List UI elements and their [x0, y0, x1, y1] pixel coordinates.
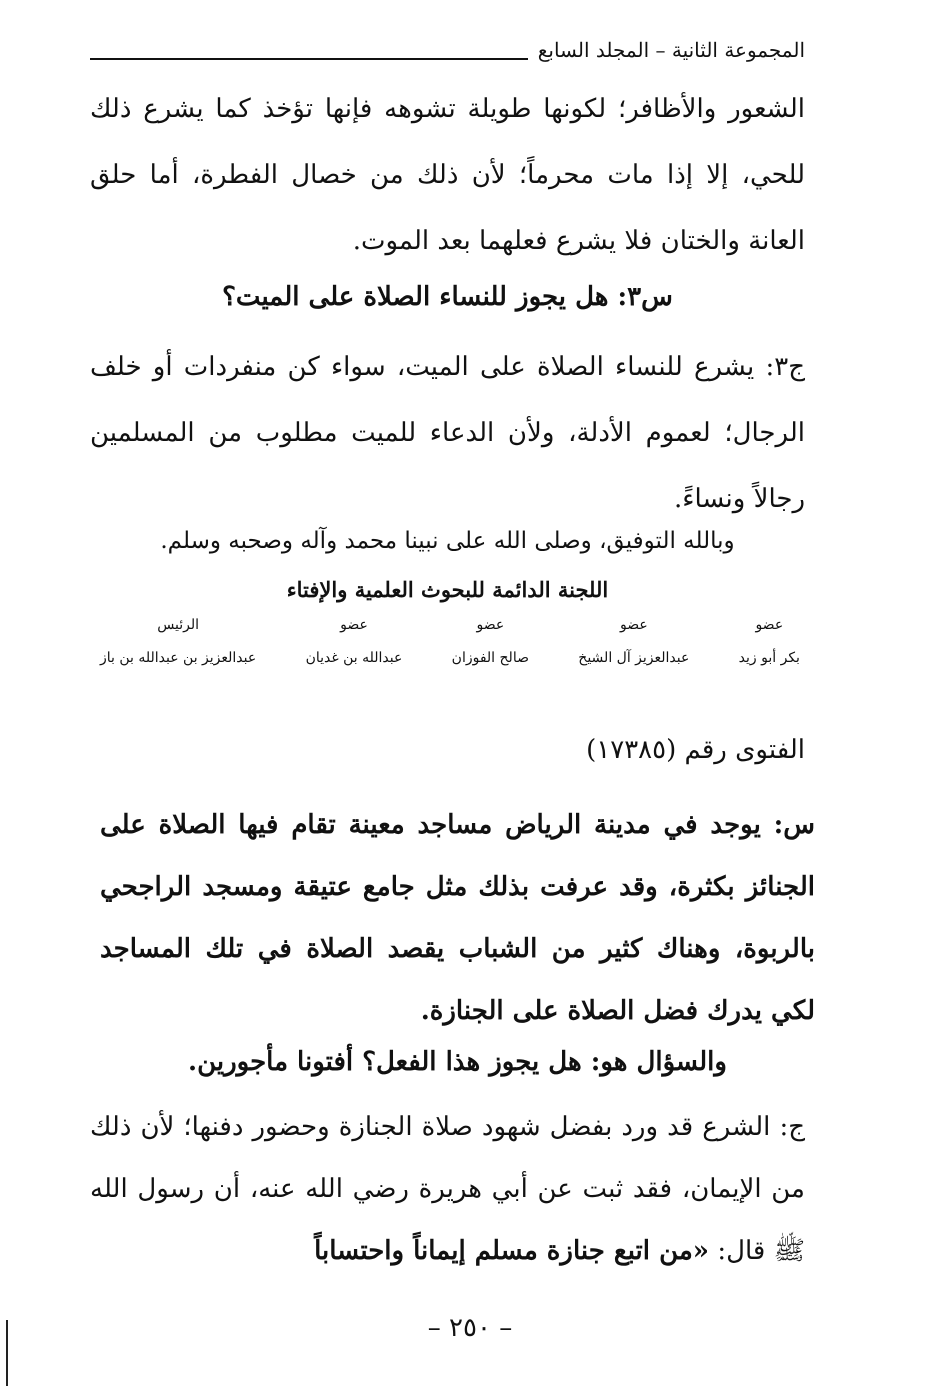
committee-chairman [100, 612, 256, 692]
answer-text [90, 1096, 805, 1282]
member-role: الرئيس [157, 617, 200, 633]
page-number: – ٢٥٠ – [427, 1313, 513, 1343]
closing-prayer: وبالله التوفيق، وصلى الله على نبينا محمد وآله وصحبه وسلم. [160, 528, 735, 554]
member-name: عبدالعزيز آل الشيخ [578, 650, 690, 666]
member-role: عضو [340, 617, 368, 633]
scan-edge-line [6, 1320, 8, 1386]
member-name: عبدالعزيز بن عبدالله بن باز [100, 650, 257, 666]
committee-member [306, 612, 403, 692]
question-followup: والسؤال هو: هل يجوز هذا الفعل؟ أفتونا مأجورين. [188, 1047, 727, 1077]
header-title: المجموعة الثانية – المجلد السابع [537, 38, 805, 62]
committee-member [739, 612, 800, 692]
question-text: س: يوجد في مدينة الرياض مساجد معينة تقام فيها الصلاة على الجنائز بكثرة، وقد عرفت بذلك مثل جامع عتيقة ومسجد الراجحي بالربوة، وهناك كثير من الشباب يقصد الصلاة في تلك المساجد لكي يدرك فضل الصلاة على الجنازة. [100, 810, 815, 1026]
member-name: بكر أبو زيد [738, 650, 800, 666]
member-name: عبدالله بن غديان [305, 650, 403, 666]
member-role: عضو [619, 617, 648, 633]
committee-member [452, 612, 529, 692]
fatwa-number: الفتوى رقم (١٧٣٨٥) [586, 735, 805, 765]
member-role: عضو [476, 617, 505, 633]
member-name: صالح الفوزان [451, 650, 529, 666]
committee-member [578, 612, 689, 692]
page-header [90, 30, 805, 70]
question-3: س٣: هل يجوز للنساء الصلاة على الميت؟ [222, 282, 673, 312]
committee-members [100, 612, 800, 692]
header-rule [90, 58, 528, 60]
committee-title: اللجنة الدائمة للبحوث العلمية والإفتاء [286, 577, 609, 602]
answer-body: ج: الشرع قد ورد بفضل شهود صلاة الجنازة وحضور دفنها؛ لأن ذلك من الإيمان، فقد ثبت عن أبي هريرة رضي الله عنه، أن رسول الله ﷺ قال: [90, 1112, 805, 1266]
member-role: عضو [755, 617, 784, 633]
hadith-quote: «من اتبع جنازة مسلم إيماناً واحتساباً [314, 1236, 710, 1266]
paragraph-continuation: الشعور والأظافر؛ لكونها طويلة تشوهه فإنها تؤخذ كما يشرع ذلك للحي، إلا إذا مات محرماً؛ لأن ذلك من خصال الفطرة، أما حلق العانة والختان فلا يشرع فعلهما بعد الموت. [90, 94, 805, 256]
answer-3: ج٣: يشرع للنساء الصلاة على الميت، سواء كن منفردات أو خلف الرجال؛ لعموم الأدلة، ولأن الدعاء للميت مطلوب من المسلمين رجالاً ونساءً. [90, 352, 805, 514]
